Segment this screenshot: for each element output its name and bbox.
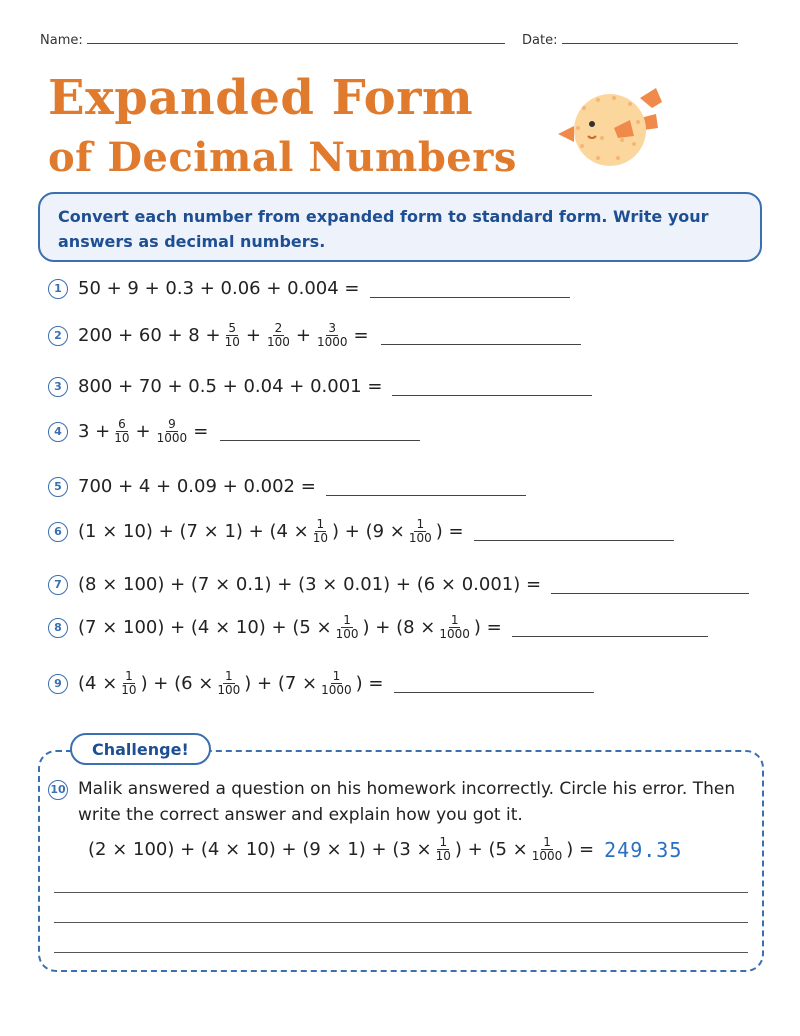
numerator: 5 bbox=[228, 321, 237, 335]
equals: = bbox=[353, 325, 369, 346]
problem-number: 4 bbox=[48, 422, 68, 442]
expression-part: ) + (5 × bbox=[454, 839, 528, 860]
date-label: Date: bbox=[522, 33, 558, 48]
denominator: 1000 bbox=[531, 849, 563, 863]
numerator: 1 bbox=[416, 517, 425, 531]
fraction bbox=[311, 518, 330, 545]
date-line[interactable] bbox=[562, 32, 738, 44]
answer-line[interactable] bbox=[551, 576, 749, 594]
fraction bbox=[437, 614, 472, 641]
challenge-expression bbox=[88, 836, 682, 863]
problem-8 bbox=[48, 614, 708, 641]
numerator: 1 bbox=[225, 669, 233, 683]
fraction bbox=[119, 670, 138, 697]
fraction bbox=[334, 614, 361, 641]
numerator: 3 bbox=[328, 321, 337, 335]
denominator: 10 bbox=[312, 531, 329, 545]
writing-line[interactable] bbox=[54, 892, 748, 893]
denominator: 1000 bbox=[321, 683, 352, 697]
fraction bbox=[319, 670, 354, 697]
problem-expression: 50 + 9 + 0.3 + 0.06 + 0.004 = bbox=[78, 278, 360, 299]
answer-line[interactable] bbox=[370, 280, 570, 298]
answer-line[interactable] bbox=[512, 619, 708, 637]
fraction bbox=[407, 518, 434, 545]
fraction bbox=[434, 836, 453, 863]
fraction bbox=[215, 670, 242, 697]
writing-line[interactable] bbox=[54, 952, 748, 953]
problem-number: 5 bbox=[48, 477, 68, 497]
problem-expression: ) = bbox=[355, 673, 384, 694]
denominator: 100 bbox=[266, 335, 290, 349]
challenge-question bbox=[48, 776, 748, 828]
problem-7 bbox=[48, 574, 749, 595]
denominator: 10 bbox=[435, 849, 451, 863]
problem-number: 1 bbox=[48, 279, 68, 299]
problem-expression: ) + (7 × bbox=[244, 673, 318, 694]
expression-part: ) = bbox=[566, 839, 595, 860]
answer-line[interactable] bbox=[326, 478, 526, 496]
problem-expression: 700 + 4 + 0.09 + 0.002 = bbox=[78, 476, 316, 497]
problem-expression: ) + (6 × bbox=[140, 673, 214, 694]
problem-3 bbox=[48, 376, 592, 397]
numerator: 1 bbox=[125, 669, 133, 683]
answer-line[interactable] bbox=[220, 423, 420, 441]
denominator: 10 bbox=[121, 683, 137, 697]
problem-1 bbox=[48, 278, 570, 299]
challenge-prompt: Malik answered a question on his homework incorrectly. Circle his error. Then write the correct answer and explain how you got it. bbox=[78, 779, 736, 825]
numerator: 6 bbox=[118, 417, 126, 431]
denominator: 10 bbox=[224, 335, 240, 349]
date-field[interactable] bbox=[522, 32, 738, 48]
problem-expression: (1 × 10) + (7 × 1) + (4 × bbox=[78, 521, 309, 542]
fraction bbox=[265, 322, 292, 349]
problem-number: 7 bbox=[48, 575, 68, 595]
problem-9 bbox=[48, 670, 594, 697]
writing-line[interactable] bbox=[54, 922, 748, 923]
problem-expression: (8 × 100) + (7 × 0.1) + (3 × 0.01) + (6 × 0.001) = bbox=[78, 574, 542, 595]
problem-2 bbox=[48, 322, 581, 349]
challenge-label: Challenge! bbox=[70, 733, 211, 765]
problem-number: 3 bbox=[48, 377, 68, 397]
problem-expression: (4 × bbox=[78, 673, 118, 694]
problem-expression: 3 + bbox=[78, 421, 111, 442]
problem-expression: 800 + 70 + 0.5 + 0.04 + 0.001 = bbox=[78, 376, 383, 397]
operator: + bbox=[135, 421, 151, 442]
instructions-box: Convert each number from expanded form to standard form. Write your answers as decimal numbers. bbox=[38, 192, 762, 262]
page-title: Expanded Form bbox=[48, 70, 474, 126]
denominator: 1000 bbox=[316, 335, 348, 349]
denominator: 100 bbox=[217, 683, 241, 697]
expression-part: (2 × 100) + (4 × 10) + (9 × 1) + (3 × bbox=[88, 839, 432, 860]
answer-line[interactable] bbox=[394, 675, 594, 693]
denominator: 10 bbox=[114, 431, 130, 445]
numerator: 1 bbox=[316, 517, 325, 531]
denominator: 1000 bbox=[439, 627, 470, 641]
numerator: 1 bbox=[543, 835, 551, 849]
numerator: 9 bbox=[168, 417, 176, 431]
problem-number: 2 bbox=[48, 326, 68, 346]
numerator: 1 bbox=[439, 835, 448, 849]
numerator: 1 bbox=[343, 613, 351, 627]
page-subtitle: of Decimal Numbers bbox=[48, 134, 517, 181]
answer-line[interactable] bbox=[392, 378, 592, 396]
denominator: 1000 bbox=[156, 431, 188, 445]
problem-expression: ) + (9 × bbox=[332, 521, 405, 542]
fraction bbox=[223, 322, 242, 349]
fraction bbox=[315, 322, 350, 349]
problem-5 bbox=[48, 476, 526, 497]
problem-expression: ) = bbox=[435, 521, 464, 542]
numerator: 1 bbox=[332, 669, 341, 683]
name-line[interactable] bbox=[87, 32, 505, 44]
problem-expression: ) = bbox=[473, 617, 502, 638]
denominator: 100 bbox=[408, 531, 432, 545]
operator: + bbox=[295, 325, 311, 346]
problem-number: 8 bbox=[48, 618, 68, 638]
handwritten-answer: 249.35 bbox=[604, 837, 683, 862]
fraction bbox=[155, 418, 190, 445]
fraction bbox=[530, 836, 565, 863]
pufferfish-illustration bbox=[552, 78, 672, 178]
problem-number: 6 bbox=[48, 522, 68, 542]
operator: + bbox=[245, 325, 261, 346]
problem-expression: (7 × 100) + (4 × 10) + (5 × bbox=[78, 617, 332, 638]
answer-line[interactable] bbox=[381, 327, 581, 345]
problem-4 bbox=[48, 418, 420, 445]
denominator: 100 bbox=[335, 627, 359, 641]
problem-6 bbox=[48, 518, 674, 545]
fraction bbox=[112, 418, 131, 445]
equals: = bbox=[193, 421, 209, 442]
problem-expression: ) + (8 × bbox=[362, 617, 436, 638]
problem-number: 10 bbox=[48, 780, 68, 800]
numerator: 1 bbox=[450, 613, 459, 627]
name-label: Name: bbox=[40, 33, 83, 48]
problem-number: 9 bbox=[48, 674, 68, 694]
answer-line[interactable] bbox=[474, 523, 674, 541]
name-field[interactable] bbox=[40, 32, 505, 48]
numerator: 2 bbox=[274, 321, 283, 335]
problem-expression: 200 + 60 + 8 + bbox=[78, 325, 221, 346]
